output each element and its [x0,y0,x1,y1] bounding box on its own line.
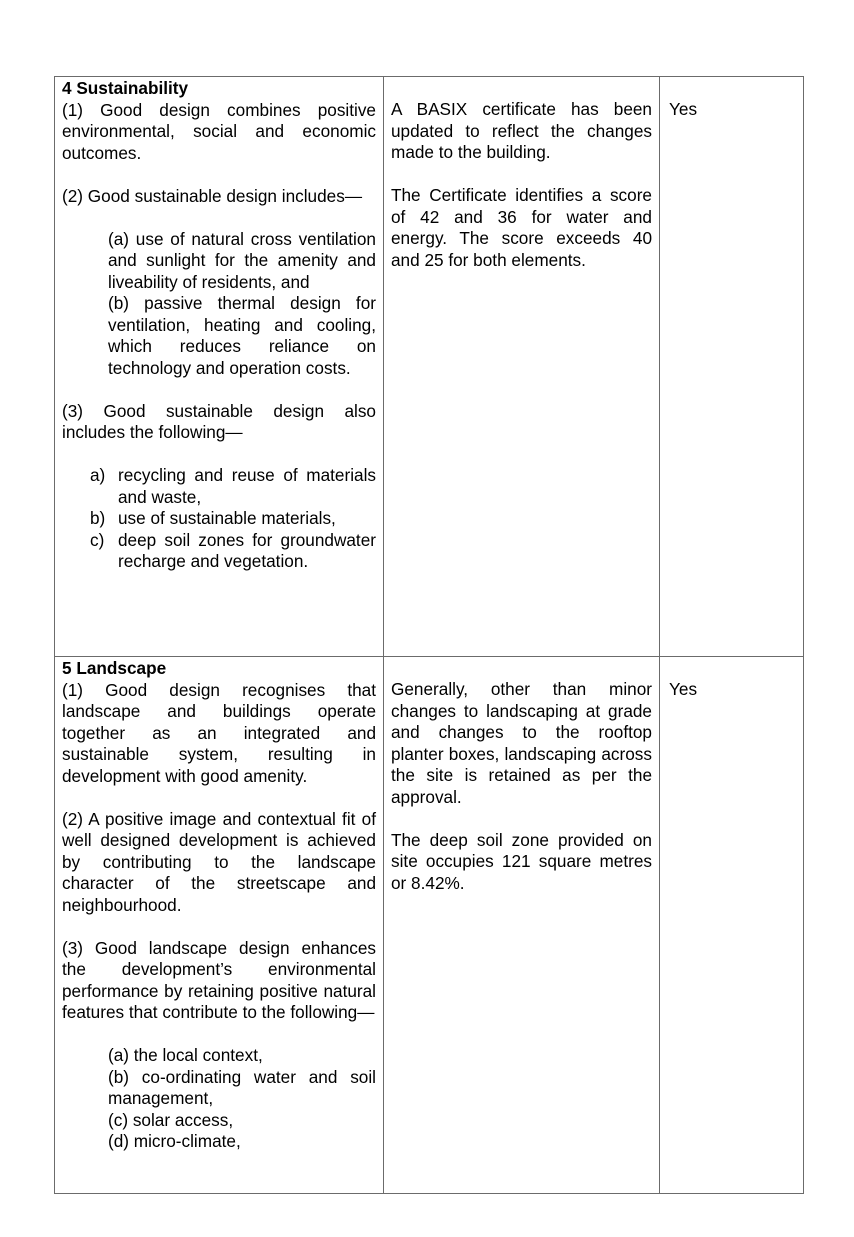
principle-title: 4 Sustainability [62,78,189,98]
comment-paragraph: A BASIX certificate has been updated to reflect the changes made to the building. [391,99,652,162]
sustainability-list [62,465,376,573]
sub-clause: (a) use of natural cross ventilation and sunlight for the amenity and liveability of residents, and [108,228,376,292]
list-item [90,465,376,508]
compliance-cell [660,77,804,657]
compliance-value: Yes [669,99,698,119]
principle-cell [55,77,384,657]
list-marker: b) [90,508,106,528]
principle-paragraph: (2) Good sustainable design includes— [62,185,363,206]
comment-paragraph: Generally, other than minor changes to landscaping at grade and changes to the rooftop planter boxes, landscaping across the site is retained as per the approval. [391,679,652,807]
comment-paragraph: The Certificate identifies a score of 42 and 36 for water and energy. The score exceeds 40 and 25 for both elements. [391,185,652,270]
compliance-value: Yes [669,679,698,699]
principle-paragraph: (3) Good sustainable design also includes the following— [62,400,376,442]
principle-paragraph: (3) Good landscape design enhances the development’s environmental performance by retaining positive natural features that contribute to the following— [62,937,376,1022]
compliance-cell [660,657,804,1194]
table-row [55,77,804,657]
sub-clause: (d) micro-climate, [108,1131,241,1151]
principle-paragraph: (2) A positive image and contextual fit of well designed development is achieved by contributing to the landscape character of the streetscape and neighbourhood. [62,808,376,915]
list-item [90,529,376,573]
comment-paragraph: The deep soil zone provided on site occupies 121 square metres or 8.42%. [391,829,652,893]
table-row [55,657,804,1194]
list-item [90,508,376,530]
sub-clause: (c) solar access, [108,1109,234,1130]
list-item-text: use of sustainable materials, [118,508,336,528]
principle-cell [55,657,384,1194]
list-marker: a) [90,465,106,485]
comment-cell [384,77,660,657]
list-marker: c) [90,529,105,550]
list-item-text: recycling and reuse of materials and waste, [118,465,376,507]
comment-cell [384,657,660,1194]
principle-paragraph: (1) Good design combines positive environmental, social and economic outcomes. [62,99,376,163]
sub-clause: (b) co-ordinating water and soil management, [108,1066,376,1108]
list-item-text: deep soil zones for groundwater recharge and vegetation. [118,529,376,571]
principle-title: 5 Landscape [62,658,167,678]
sub-clause: (a) the local context, [108,1045,263,1065]
principle-paragraph: (1) Good design recognises that landscape and buildings operate together as an integrated and sustainable system, resulting in development with good amenity. [62,679,376,786]
assessment-table [54,76,804,1194]
sub-clause: (b) passive thermal design for ventilation, heating and cooling, which reduces reliance on technology and operation costs. [108,293,376,378]
